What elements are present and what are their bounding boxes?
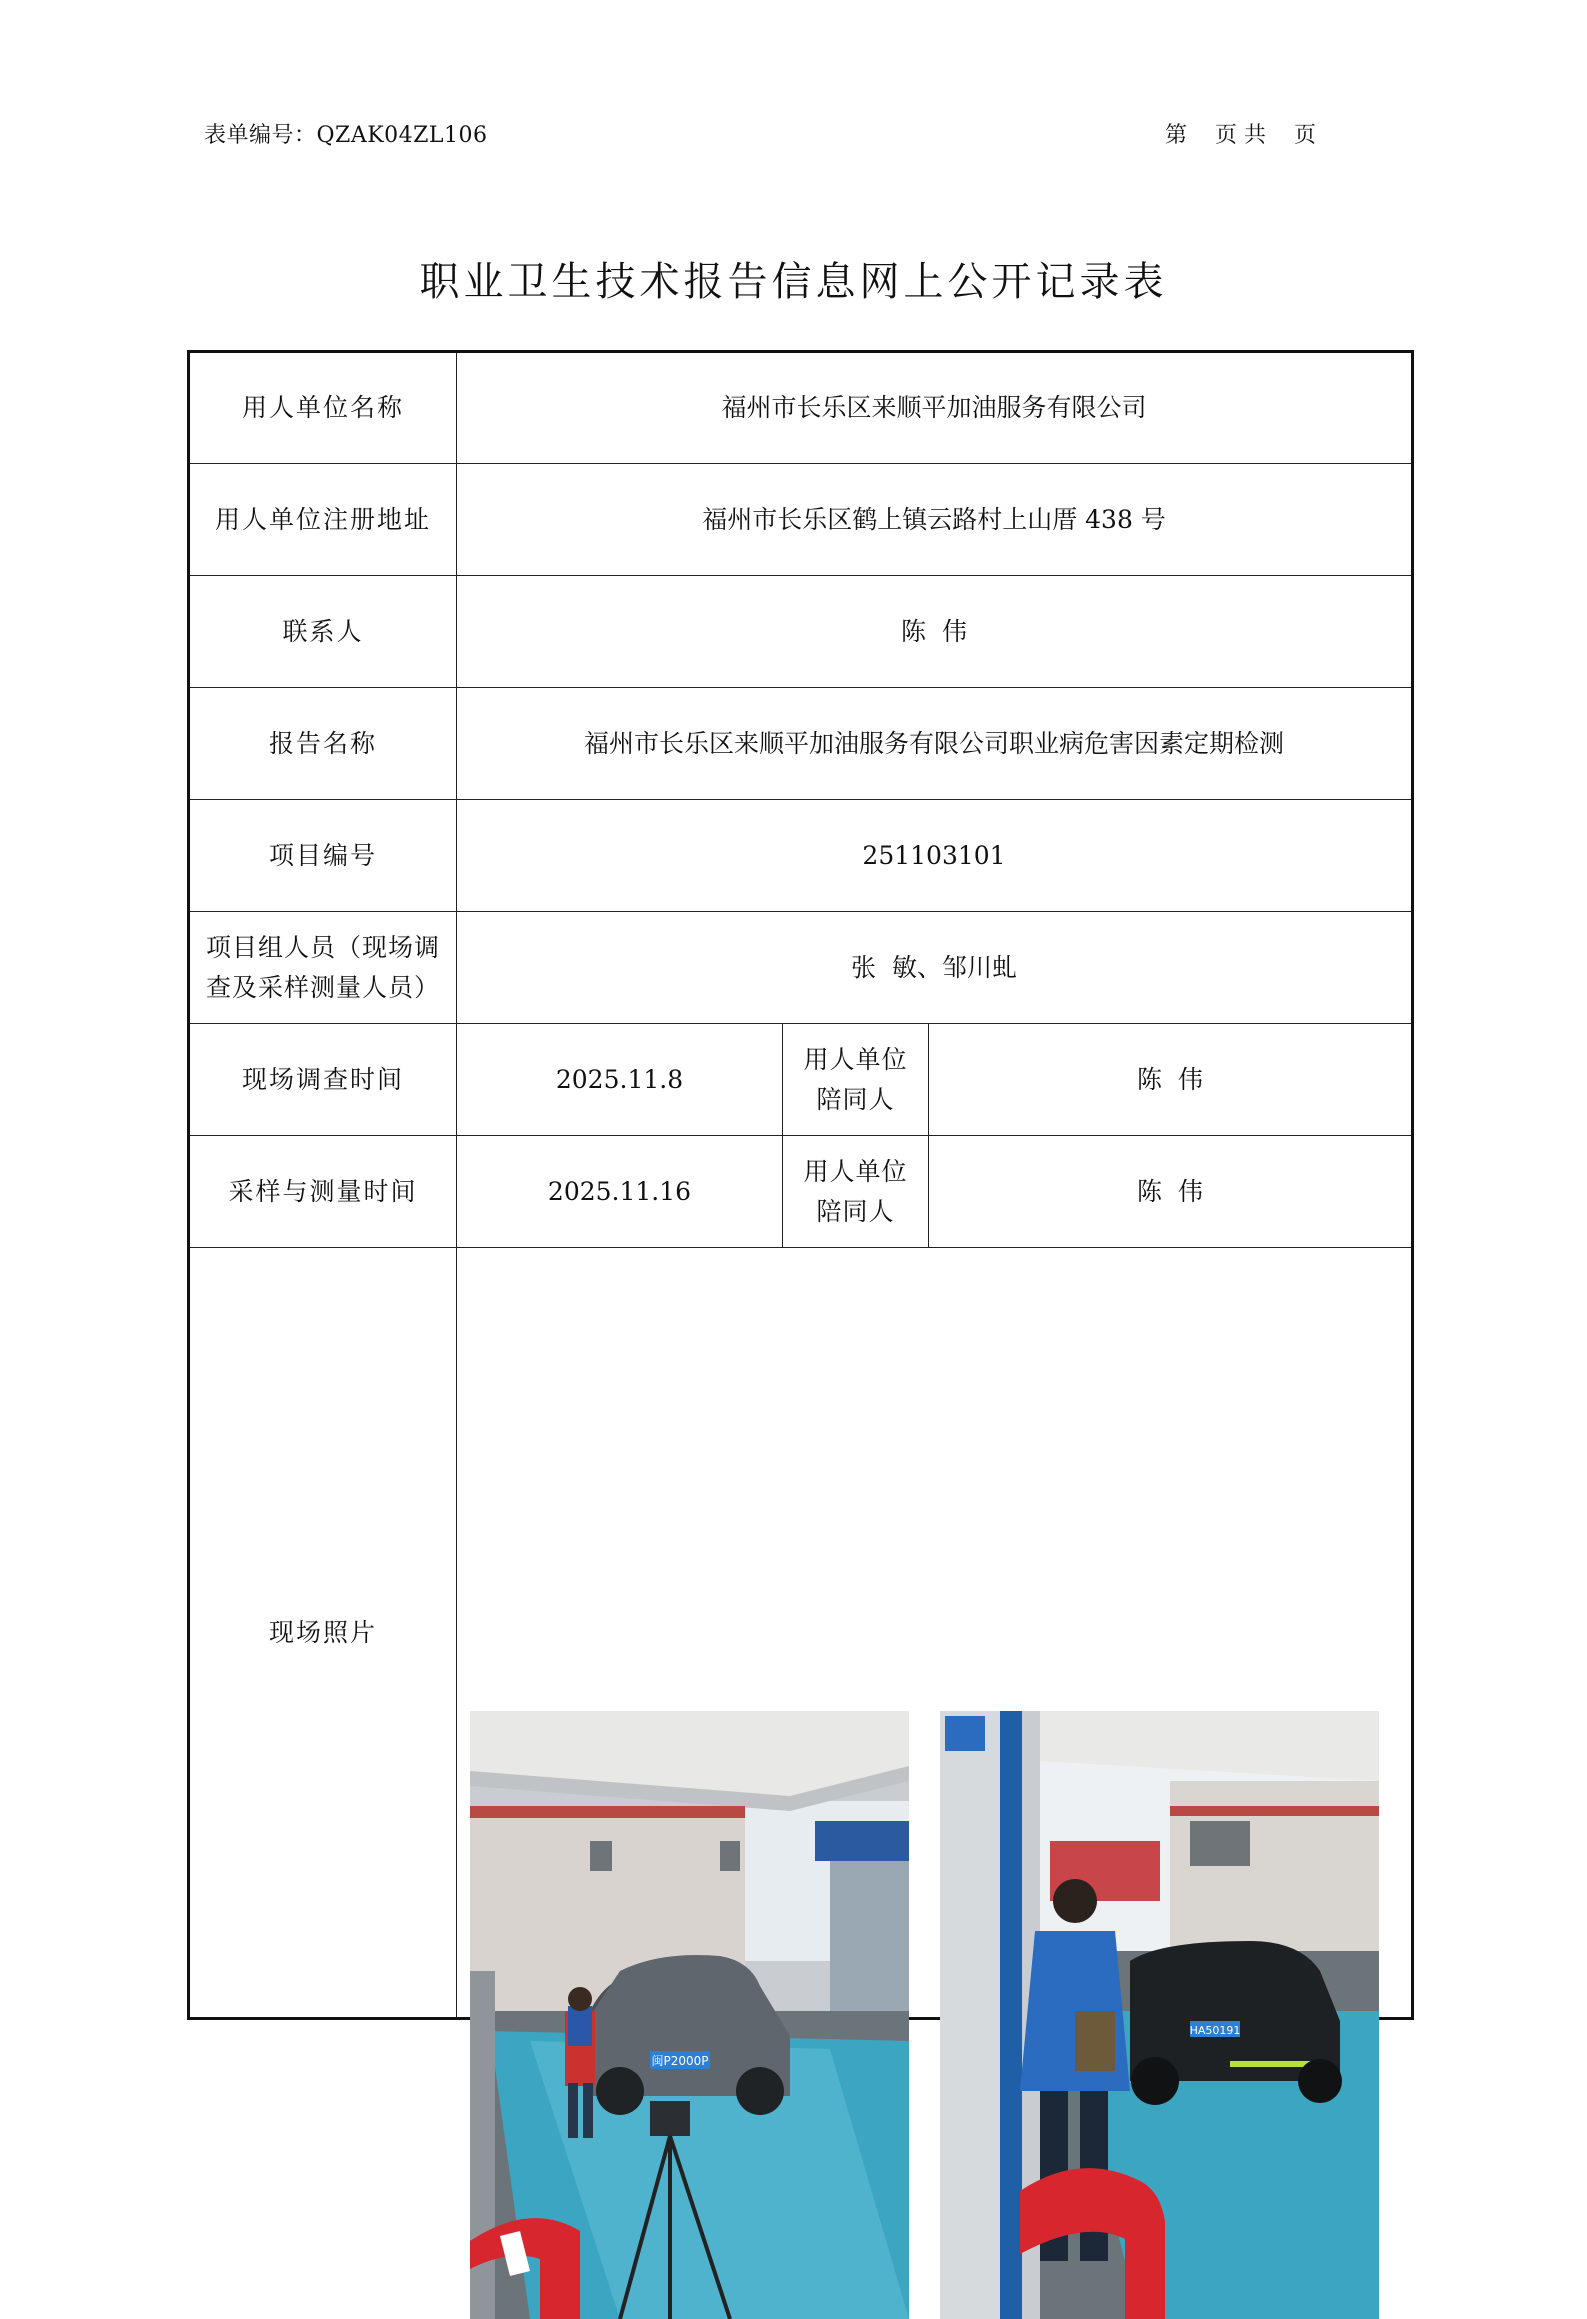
employer-name-value: 福州市长乐区来顺平加油服务有限公司 [457,352,1413,464]
employer-name-label: 用人单位名称 [189,352,457,464]
team-label-line2: 查及采样测量人员） [205,972,440,1002]
document-title: 职业卫生技术报告信息网上公开记录表 [419,259,1168,305]
sampling-time-label: 采样与测量时间 [189,1136,457,1248]
team-value: 张 敏、邹川虬 [457,912,1413,1024]
sampling-escort-label [783,1136,929,1248]
sampling-escort-label-line2: 陪同人 [816,1196,895,1226]
address-value: 福州市长乐区鹤上镇云路村上山厝 438 号 [457,464,1413,576]
site-photo-left-image [470,1711,909,2319]
project-no-value: 251103101 [457,800,1413,912]
table-row [189,912,1413,1024]
survey-time-value: 2025.11.8 [457,1024,783,1136]
survey-escort-label [783,1024,929,1136]
photos-cell [457,1248,1413,2068]
report-name-value: 福州市长乐区来顺平加油服务有限公司职业病危害因素定期检测 [457,688,1413,800]
sampling-escort-label-line1: 用人单位 [803,1156,908,1186]
table-row [189,1136,1413,1248]
survey-escort-label-line2: 陪同人 [816,1084,895,1114]
survey-time-label: 现场调查时间 [189,1024,457,1136]
sampling-time-value: 2025.11.16 [457,1136,783,1248]
site-photo-right-image [940,1711,1379,2319]
table-row [189,464,1413,576]
table-row [189,1024,1413,1136]
record-table [187,350,1414,2068]
project-no-label: 项目编号 [189,800,457,912]
team-label-line1: 项目组人员（现场调 [205,932,440,962]
form-number: 表单编号：QZAK04ZL106 [204,123,488,148]
table-row [189,352,1413,464]
survey-escort-label-line1: 用人单位 [803,1044,908,1074]
right-plate-text: HA50191 [1189,2023,1241,2037]
table-row [189,688,1413,800]
left-plate-text: 闽P2000P [651,2053,709,2068]
site-photo-right [940,1711,1379,2319]
contact-value: 陈 伟 [457,576,1413,688]
survey-escort-value: 陈 伟 [929,1024,1413,1136]
photos-label: 现场照片 [189,1248,457,2019]
team-label [189,912,457,1024]
table-row [189,800,1413,912]
site-photo-left [470,1711,909,2319]
sampling-escort-value: 陈 伟 [929,1136,1413,1248]
page-info: 第 页 共 页 [1165,123,1316,148]
report-name-label: 报告名称 [189,688,457,800]
contact-label: 联系人 [189,576,457,688]
table-row [189,1248,1413,2019]
table-row [189,576,1413,688]
address-label: 用人单位注册地址 [189,464,457,576]
